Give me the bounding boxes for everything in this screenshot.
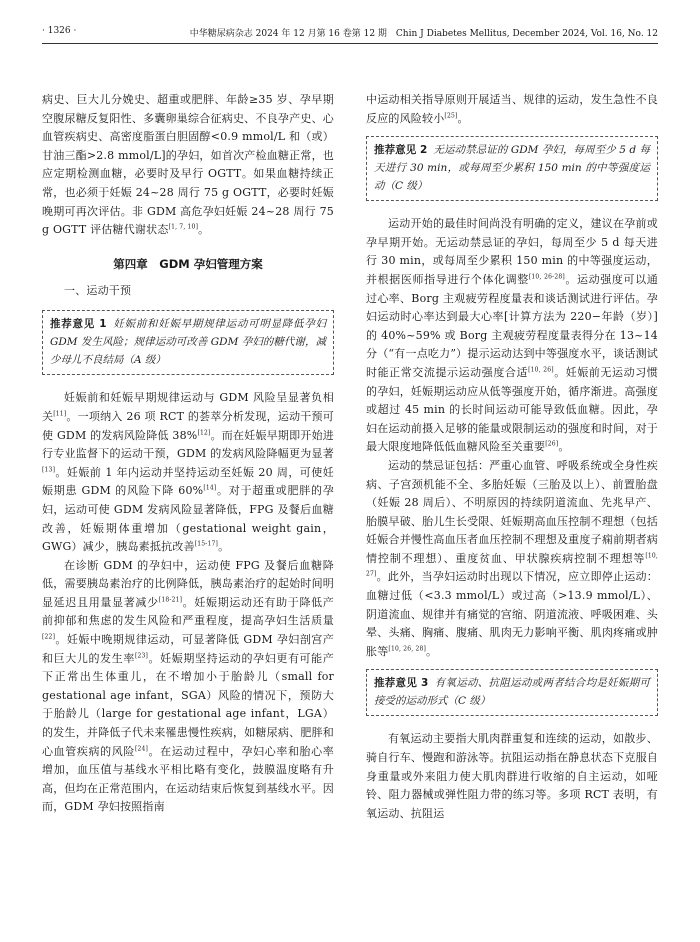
citation: [10, 26, 28]	[388, 645, 427, 653]
journal-citation: 中华糖尿病杂志 2024 年 12 月第 16 卷第 12 期 Chin J Diabetes Mellitus, December 2024, Vol. 16, No. 12	[189, 29, 658, 39]
citation: [10, 26]	[528, 366, 554, 374]
right-column	[366, 91, 658, 823]
citation: [12]	[197, 428, 211, 436]
citation: [11]	[53, 410, 67, 418]
recommendation-title: 推荐意见 3	[374, 677, 429, 690]
citation: [24]	[134, 744, 149, 752]
chapter-heading: 第四章 GDM 孕妇管理方案	[113, 256, 263, 271]
paragraph: 运动的禁忌证包括：严重心血管、呼吸系统或全身性疾病、子宫颈机能不全、多胎妊娠（三胎及以上）、前置胎盘（妊娠 28 周后）、不明原因的持续阴道流血、先兆早产、胎膜早破、胎儿生长受限、妊娠期高血压控制不理想（包括妊娠合并慢性高血压者血压控制不理想及重度子痫前期者病情控制不理想）、重度贫血、甲状腺疾病控制不理想等[10, 27]。此外，当孕妇运动时出现以下情况，应立即停止运动：血糖过低（<3.3 mmol/L）或过高（>13.9 mmol/L）、阴道流血、规律并有痛觉的宫缩、阴道流液、呼吸困难、头晕、头痛、胸痛、腹痛、肌肉无力影响平衡、肌肉疼痛或肿胀等[10, 26, 28]。	[366, 458, 658, 658]
page-number: · 1326 ·	[42, 26, 77, 36]
citation: [22]	[42, 633, 56, 641]
paragraph: 在诊断 GDM 的孕妇中，运动使 FPG 及餐后血糖降低，需要胰岛素治疗的比例降低，胰岛素治疗的起始时间明显延迟且用量显著减少[18-21]。妊娠期运动还有助于降低产前抑郁和焦虑的发生风险和严重程度，提高孕妇生活质量[22]。妊娠中晚期规律运动，可显著降低 GDM 孕妇剖宫产和巨大儿的发生率[23]。妊娠期坚持运动的孕妇更有可能产下正常出生体重儿，在不增加小于胎龄儿（small for gestational age infant，SGA）风险的情况下，预防大于胎龄儿（large for gestational age infant，LGA）的发生，并降低子代未来罹患慢性疾病，如糖尿病、肥胖和心血管疾病的风险[24]。在运动过程中，孕妇心率和胎心率增加，血压值与基线水平相比略有变化，鼓膜温度略有升高，但均在正常范围内，在运动结束后恢复到基线水平。因而，GDM 孕妇按照指南	[42, 558, 335, 814]
paragraph: 有氧运动主要指大肌肉群重复和连续的运动，如散步、骑自行车、慢跑和游泳等。抗阻运动指在静息状态下克服自身重量或外来阻力使大肌肉群进行收缩的自主运动，如哑铃、阻力器械或弹性阻力带的练习等。多项 RCT 表明，有氧运动、抗阻运	[366, 732, 658, 820]
left-column	[42, 91, 334, 817]
recommendation-box	[366, 669, 658, 716]
recommendation-box	[366, 136, 658, 201]
recommendation-box	[42, 310, 334, 375]
citation: [10, 26-28]	[528, 273, 565, 281]
recommendation-title: 推荐意见 1	[50, 318, 107, 331]
citation: [25]	[444, 111, 458, 119]
recommendation-title: 推荐意见 2	[374, 144, 428, 157]
citation: [15-17]	[194, 540, 219, 548]
header-rule	[42, 43, 658, 44]
citation: [1, 7, 10]	[168, 223, 199, 231]
citation: [23]	[134, 652, 149, 659]
running-header	[42, 26, 658, 42]
paragraph: 运动开始的最佳时间尚没有明确的定义，建议在孕前或孕早期开始。无运动禁忌证的孕妇，每周至少 5 d 每天进行 30 min，或每周至少累积 150 min 的中等强度运动，并根据医师指导进行个体化调整[10, 26-28]。运动强度可以通过心率、Borg 主观疲劳程度量表和谈话测试进行评估。孕妇运动时心率达到最大心率[计算方法为 220−年龄（岁）]的 40%~59% 或 Borg 主观疲劳程度量表得分在 13~14 分（“有一点吃力”）提示运动达到中等强度水平，谈话测试时能正常交流提示运动强度合适[10, 26]。妊娠前无运动习惯的孕妇，妊娠期运动应从低等强度开始，循序渐进。高强度或超过 45 min 的长时间运动可能导致低血糖。因此，孕妇在运动前摄入足够的能量或限制运动的强度和时间，对于最大限度地降低低血糖风险至关重要[26]。	[366, 217, 658, 454]
paragraph: 中运动相关指导原则开展适当、规律的运动，发生急性不良反应的风险较小[25]。	[366, 93, 658, 125]
recommendation-body: 无运动禁忌证的 GDM 孕妇，每周至少 5 d 每天进行 30 min，或每周至少累积 150 min 的中等强度运动（C 级）	[374, 144, 650, 193]
citation: [26]	[545, 440, 559, 448]
paragraph: 妊娠前和妊娠早期规律运动与 GDM 风险呈显著负相关[11]。一项纳入 26 项 RCT 的荟萃分析发现，运动干预可使 GDM 的发病风险降低 38%[12]。而在妊娠早期即开始进行专业监督下的运动干预，GDM 的发病风险降幅更为显著[13]。妊娠前 1 年内运动并坚持运动至妊娠 20 周，可使妊娠期患 GDM 的风险下降 60%[14]。对于超重或肥胖的孕妇，运动可使 GDM 发病风险显著降低，FPG 及餐后血糖改善，妊娠期体重增加（gestational weight gain，GWG）减少，胰岛素抵抗改善[15-17]。	[42, 391, 335, 554]
recommendation-body: 妊娠前和妊娠早期规律运动可明显降低孕妇 GDM 发生风险；规律运动可改善 GDM 孕妇的糖代谢，减少母儿不良结局（A 级）	[50, 318, 327, 367]
citation: [10, 27]	[366, 552, 658, 578]
citation: [14]	[203, 484, 217, 492]
citation: [13]	[42, 466, 56, 474]
recommendation-body: 有氧运动、抗阻运动或两者结合均是妊娠期可接受的运动形式（C 级）	[374, 677, 650, 708]
paragraph: 病史、巨大儿分娩史、超重或肥胖、年龄≥35 岁、孕早期空腹尿糖反复阳性、多囊卵巢综合征病史、不良孕产史、心血管疾病史、高密度脂蛋白胆固醇<0.9 mmol/L 和（或）甘油三酯>2.8 mmol/L]的孕妇，如首次产检血糖正常，也应定期检测血糖，必要时及早行 OGTT。如果血糖持续正常，也必须于妊娠 24~28 周行 75 g OGTT，必要时妊娠晚期可再次评估。非 GDM 高危孕妇妊娠 24~28 周行 75 g OGTT 评估糖代谢状态[1, 7, 10]。	[42, 93, 334, 237]
citation: [18-21]	[158, 596, 183, 604]
section-heading: 一、运动干预	[64, 283, 132, 297]
